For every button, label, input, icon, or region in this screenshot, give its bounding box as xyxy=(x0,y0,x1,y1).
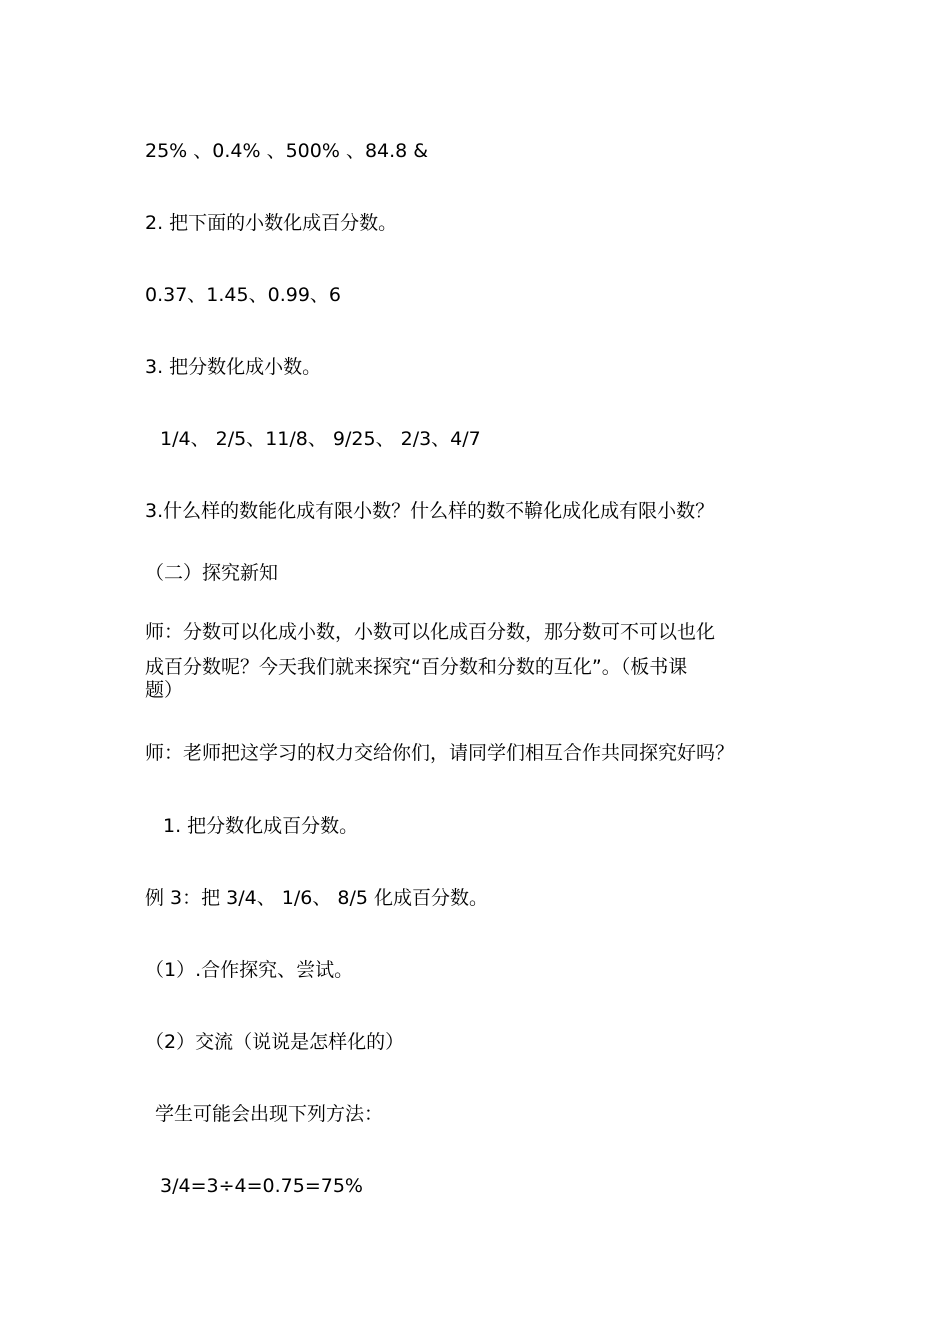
exercise-2-heading: 2. 把下面的小数化成百分数。 xyxy=(145,212,398,234)
teacher-paragraph-1 xyxy=(145,620,815,702)
exercise-question: 3.什么样的数能化成有限小数？什么样的数不鞥化成化成有限小数？ xyxy=(145,500,715,522)
teacher-paragraph-2: 师：老师把这学习的权力交给你们，请同学们相互合作共同探究好吗？ xyxy=(145,742,735,764)
teacher-paragraph-1-line-2: 成百分数呢？今天我们就来探究“百分数和分数的互化”。（板书课 xyxy=(145,656,688,678)
exercise-percent-list: 25% 、0.4% 、500% 、84.8 & xyxy=(145,140,429,162)
exercise-fraction-list: 1/4、 2/5、11/8、 9/25、 2/3、4/7 xyxy=(160,428,481,450)
exercise-3-heading: 3. 把分数化成小数。 xyxy=(145,356,322,378)
exercise-decimal-list: 0.37、1.45、0.99、6 xyxy=(145,284,342,306)
method-equation: 3/4=3÷4=0.75=75% xyxy=(160,1175,363,1197)
section-heading-explore: （二）探究新知 xyxy=(145,562,279,584)
step-1: （1）.合作探究、尝试。 xyxy=(145,959,354,981)
teacher-paragraph-1-line-3: 题） xyxy=(145,679,184,701)
subsection-heading: 1. 把分数化成百分数。 xyxy=(163,815,359,837)
teacher-paragraph-1-line-1: 师：分数可以化成小数，小数可以化成百分数，那分数可不可以也化 xyxy=(145,621,716,643)
step-2: （2）交流（说说是怎样化的） xyxy=(145,1031,405,1053)
methods-intro: 学生可能会出现下列方法： xyxy=(155,1103,384,1125)
example-3: 例 3：把 3/4、 1/6、 8/5 化成百分数。 xyxy=(145,887,489,909)
